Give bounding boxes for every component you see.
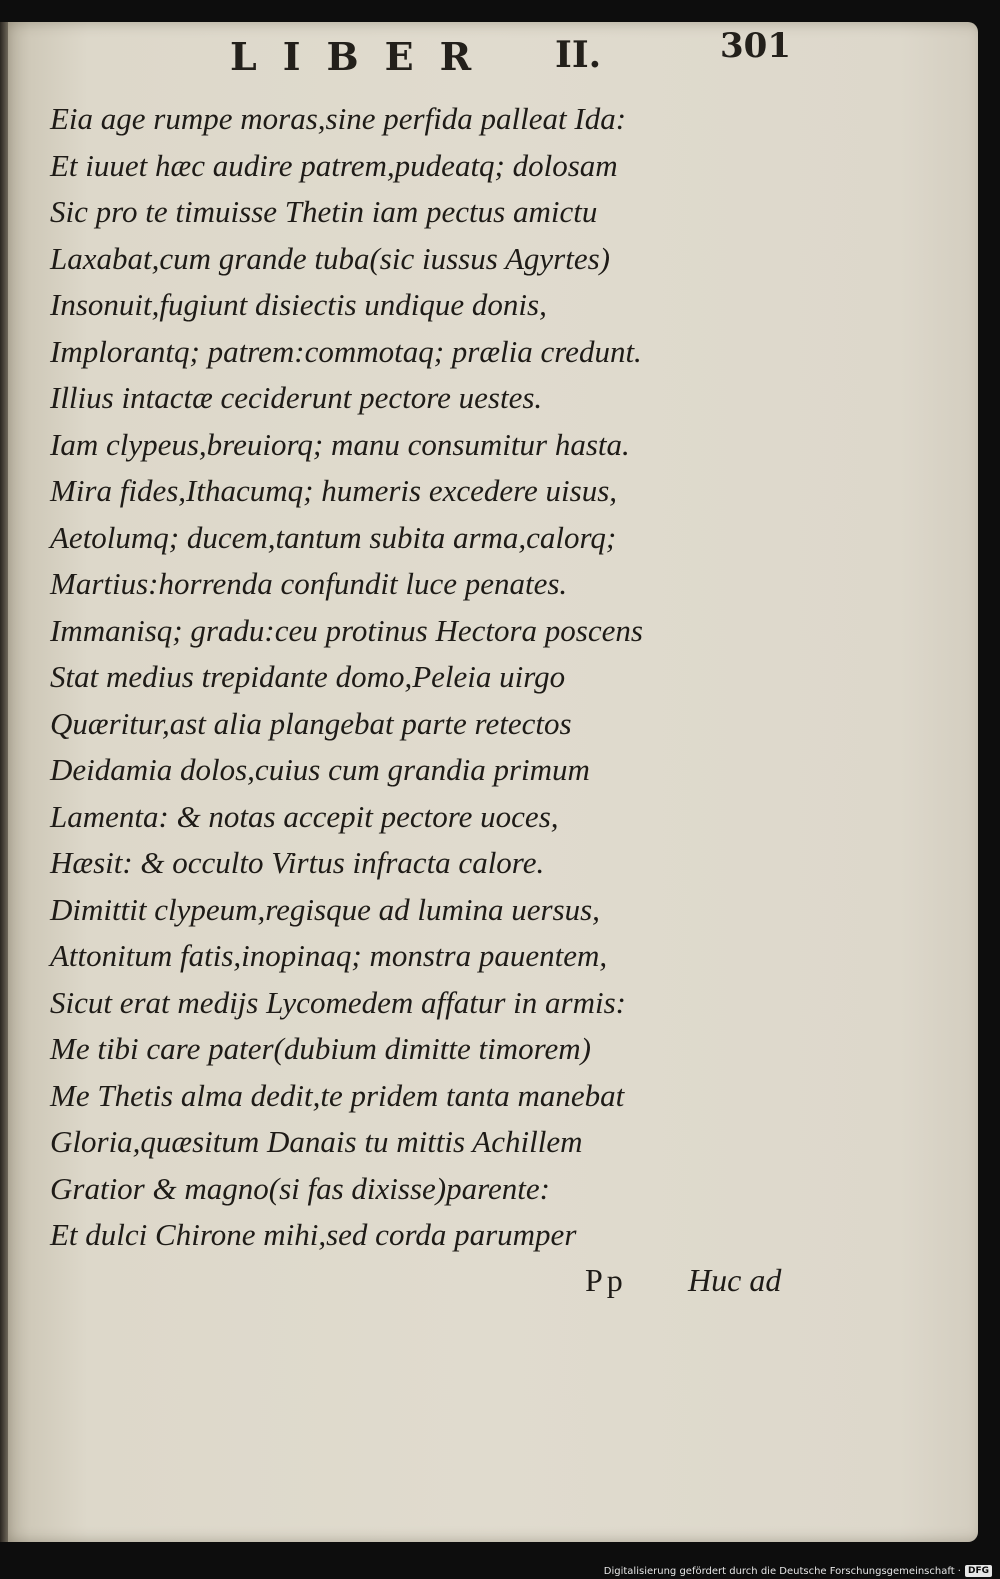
signature-mark: Pp: [585, 1262, 627, 1298]
verse-line: Immanisq; gradu:ceu protinus Hectora poscens: [50, 612, 643, 648]
book-number: II.: [555, 34, 602, 76]
verse-line: Lamenta: & notas accepit pectore uoces,: [50, 798, 559, 834]
page-footer: [585, 1262, 781, 1299]
verse-line: Deidamia dolos,cuius cum grandia primum: [50, 752, 590, 787]
verse-line: Gloria,quæsitum Danais tu mittis Achillem: [50, 1124, 583, 1159]
credit-text: Digitalisierung gefördert durch die Deutsche Forschungsgemeinschaft ·: [603, 1565, 961, 1577]
verse-line: Hæsit: & occulto Virtus infracta calore.: [50, 845, 545, 880]
verse-line: Me Thetis alma dedit,te pridem tanta manebat: [50, 1077, 625, 1113]
verse-list: [50, 96, 930, 1259]
digitization-credit: [604, 1565, 992, 1577]
verse-line: Laxabat,cum grande tuba(sic iussus Agyrtes): [50, 240, 610, 276]
dfg-logo-icon: DFG: [965, 1565, 992, 1577]
verse-line: Eia age rumpe moras,sine perfida palleat Ida:: [50, 101, 627, 136]
verse-line: Stat medius trepidante domo,Peleia uirgo: [50, 659, 566, 694]
verse-line: Dimittit clypeum,regisque ad lumina uersus,: [50, 891, 600, 927]
verse-line: Me tibi care pater(dubium dimitte timorem): [50, 1031, 591, 1066]
book-page: [0, 22, 978, 1542]
verse-line: Aetolumq; ducem,tantum subita arma,calorq;: [50, 519, 617, 555]
verse-line: Quæritur,ast alia plangebat parte retectos: [50, 705, 572, 741]
verse-line: Martius:horrenda confundit luce penates.: [50, 566, 568, 601]
page-number: 301: [720, 26, 791, 66]
verse-line: Gratior & magno(si fas dixisse)parente:: [50, 1170, 550, 1206]
verse-line: Illius intactæ ceciderunt pectore uestes.: [50, 380, 543, 415]
running-head: LIBER: [230, 34, 498, 79]
verse-line: Sic pro te timuisse Thetin iam pectus amictu: [50, 194, 598, 229]
verse-line: Mira fides,Ithacumq; humeris excedere uisus,: [50, 473, 618, 508]
verse-line: Sicut erat medijs Lycomedem affatur in armis:: [50, 984, 626, 1020]
verse-line: Iam clypeus,breuiorq; manu consumitur hasta.: [50, 426, 630, 462]
catchword: Huc ad: [688, 1262, 782, 1298]
verse-line: Attonitum fatis,inopinaq; monstra pauentem,: [50, 938, 608, 973]
verse-line: Insonuit,fugiunt disiectis undique donis,: [50, 287, 547, 322]
verse-line: Et iuuet hæc audire patrem,pudeatq; dolosam: [50, 147, 618, 183]
verse-line: Implorantq; patrem:commotaq; prælia credunt.: [50, 333, 642, 369]
binding-gutter: [0, 22, 8, 1542]
verse-line: Et dulci Chirone mihi,sed corda parumper: [50, 1217, 577, 1252]
